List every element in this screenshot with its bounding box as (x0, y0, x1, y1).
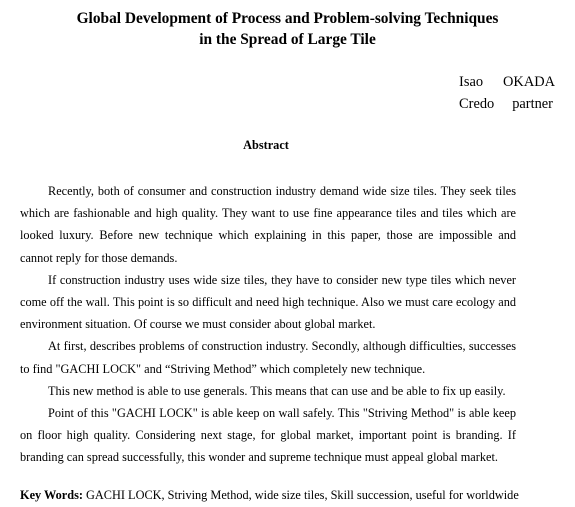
author-organization: Credo (459, 96, 495, 112)
keywords-label: Key Words: (20, 488, 83, 502)
paper-title (0, 8, 575, 50)
abstract-paragraph-5: Point of this "GACHI LOCK" is able keep on wall safely. This "Striving Method" is able keep on floor high quality. Considering next stage, for global market, important point is branding. If branding can spread successfully, this wonder and supreme technique must appeal global market. (20, 406, 516, 465)
abstract-paragraph-3: At first, describes problems of construction industry. Secondly, although difficulties, successes to find "GACHI LOCK" and “Striving Method” which completely new technique. (20, 339, 516, 376)
abstract-body (20, 180, 516, 469)
author-role: partner (512, 96, 553, 112)
paper-title-line-1: Global Development of Process and Problem-solving Techniques (76, 10, 499, 27)
keywords-text: GACHI LOCK, Striving Method, wide size tiles, Skill succession, useful for worldwide (86, 488, 519, 502)
abstract-heading: Abstract (243, 138, 289, 152)
abstract-paragraph-1: Recently, both of consumer and construction industry demand wide size tiles. They seek tiles which are fashionable and high quality. They want to use fine appearance tiles and tiles which are looked luxury. Before new technique which explaining in this paper, those are impossible and cannot reply for those demands. (20, 184, 516, 265)
author-given-name: Isao (459, 74, 484, 90)
abstract-paragraph-4: This new method is able to use generals. This means that can use and be able to fix up easily. (48, 383, 506, 398)
author-name (459, 71, 555, 93)
paper-title-line-2: in the Spread of Large Tile (199, 31, 376, 48)
abstract-paragraph-2: If construction industry uses wide size tiles, they have to consider new type tiles which never come off the wall. This point is so difficult and need high technique. Also we must care ecology and environment situation. Of course we must consider about global market. (20, 272, 516, 332)
author-family-name: OKADA (503, 74, 555, 90)
author-block (459, 71, 555, 115)
keywords (20, 486, 560, 504)
author-affiliation (459, 93, 555, 115)
